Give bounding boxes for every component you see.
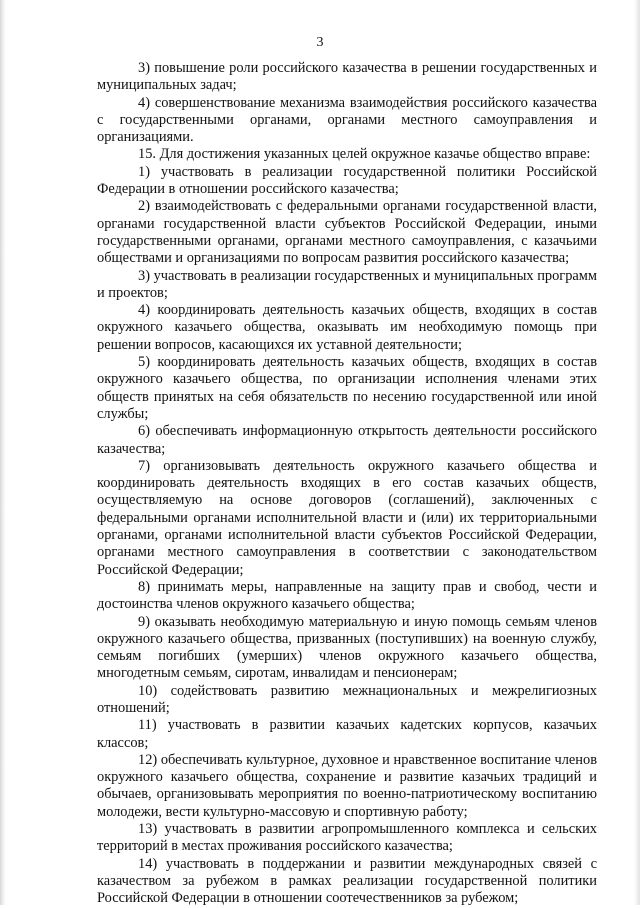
paragraph-right-10: 10) содействовать развитию межнациональных и межрелигиозных отношений;: [97, 682, 597, 716]
scan-edge-right: [634, 0, 640, 905]
paragraph-right-5: 5) координировать деятельность казачьих обществ, входящих в состав окружного казачьего общества, по организации исполнения членами этих обществ принятых на себя обязательств по несению государственной или иной службы;: [97, 354, 597, 422]
scan-edge-left: [0, 0, 6, 905]
paragraph-right-13: 13) участвовать в развитии агропромышленного комплекса и сельских территорий в местах проживания российского казачества;: [97, 821, 597, 855]
paragraph-section-15: 15. Для достижения указанных целей окружное казачье общество вправе:: [138, 146, 591, 163]
paragraph-right-6: 6) обеспечивать информационную открытость деятельности российского казачества;: [97, 423, 597, 457]
paragraph-item-4: 4) совершенствование механизма взаимодействия российского казачества с государственными органами, органами местного самоуправления и организациями.: [97, 94, 597, 146]
paragraph-item-3: 3) повышение роли российского казачества в решении государственных и муниципальных задач;: [97, 60, 597, 94]
paragraph-right-3: 3) участвовать в реализации государственных и муниципальных программ и проектов;: [97, 267, 597, 301]
paragraph-right-14: 14) участвовать в поддержании и развитии международных связей с казачеством за рубежом в рамках реализации государственной политики Российской Федерации в отношении соотечественников за рубежом;: [97, 855, 597, 907]
document-body: [97, 60, 597, 908]
paragraph-right-7: 7) организовывать деятельность окружного казачьего общества и координировать деятельность входящих в его состав казачьих обществ, осуществляемую на основе договоров (соглашений), заключенных с федеральными органами исполнительной власти и (или) их территориальными органами, органами исполнительной власти субъектов Российской Федерации, органами местного самоуправления в соответствии с законодательством Российской Федерации;: [97, 457, 597, 578]
paragraph-right-1: 1) участвовать в реализации государственной политики Российской Федерации в отношении российского казачества;: [97, 163, 597, 198]
paragraph-right-12: 12) обеспечивать культурное, духовное и нравственное воспитание членов окружного казачьего общества, сохранение и развитие казачьих традиций и обычаев, организовывать мероприятия по военно-патриотическому воспитанию молодежи, вести культурно-массовую и спортивную работу;: [97, 751, 597, 820]
paragraph-right-8: 8) принимать меры, направленные на защиту прав и свобод, чести и достоинства членов окружного казачьего общества;: [97, 578, 597, 613]
paragraph-right-11: 11) участвовать в развитии казачьих кадетских корпусов, казачьих классов;: [97, 717, 597, 751]
paragraph-right-9: 9) оказывать необходимую материальную и иную помощь семьям членов окружного казачьего общества, призванных (поступивших) на военную службу, семьям погибших (умерших) членов окружного казачьего общества, многодетным семьям, сиротам, инвалидам и пенсионерам;: [97, 613, 597, 682]
paragraph-right-2: 2) взаимодействовать с федеральными органами государственной власти, органами государственной власти субъектов Российской Федерации, иными государственными органами, органами местного самоуправления, с казачьими обществами и организациями по вопросам развития российского казачества;: [97, 198, 597, 267]
paragraph-right-4: 4) координировать деятельность казачьих обществ, входящих в состав окружного казачьего общества, оказывать им необходимую помощь при решении вопросов, касающихся их уставной деятельности;: [97, 302, 597, 353]
page-number: 3: [316, 35, 324, 50]
